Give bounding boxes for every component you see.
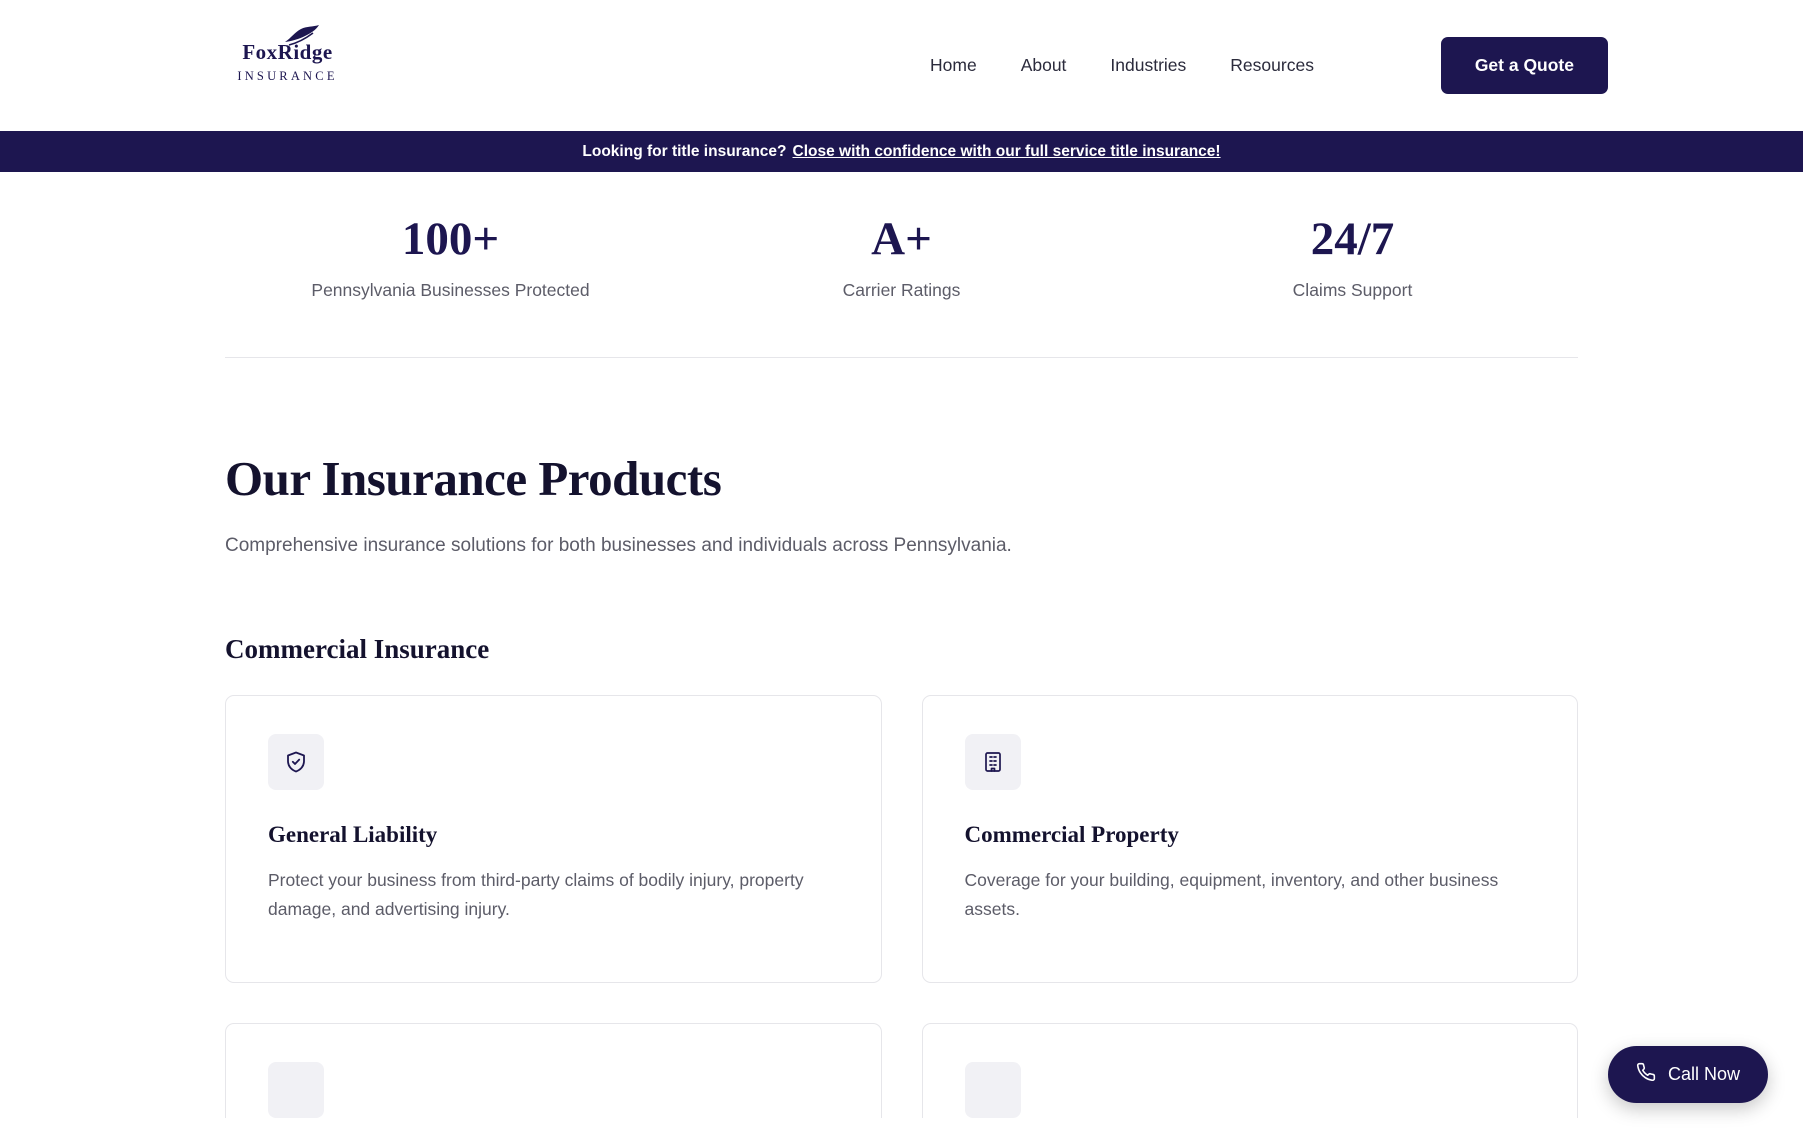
site-logo[interactable] xyxy=(225,28,350,88)
page-title: Our Insurance Products xyxy=(225,450,722,506)
stat-label: Carrier Ratings xyxy=(842,279,961,300)
page-subtitle: Comprehensive insurance solutions for both businesses and individuals across Pennsylvania. xyxy=(225,534,1012,556)
logo-wordmark: FoxRidge xyxy=(242,40,333,64)
product-card-title: General Liability xyxy=(268,821,438,847)
nav-item-industries[interactable]: Industries xyxy=(1110,55,1187,75)
announcement-bar xyxy=(0,131,1803,172)
logo-subtext: INSURANCE xyxy=(237,69,338,83)
stat-item xyxy=(225,214,676,301)
stat-value: 24/7 xyxy=(1310,213,1395,265)
product-card-partial[interactable] xyxy=(225,1023,882,1118)
get-a-quote-button[interactable]: Get a Quote xyxy=(1441,37,1608,94)
product-card-text: Coverage for your building, equipment, inventory, and other business assets. xyxy=(964,869,1499,919)
phone-icon xyxy=(1636,1062,1656,1087)
stat-item xyxy=(1127,214,1578,301)
product-card-partial[interactable] xyxy=(922,1023,1579,1118)
building-icon xyxy=(965,734,1021,790)
shield-check-icon xyxy=(268,734,324,790)
stat-item xyxy=(676,214,1127,301)
nav-item-resources[interactable]: Resources xyxy=(1230,55,1314,75)
commercial-insurance-heading: Commercial Insurance xyxy=(225,633,490,664)
main-navigation xyxy=(930,0,1314,131)
stat-label: Claims Support xyxy=(1292,279,1413,300)
placeholder-icon xyxy=(268,1062,324,1118)
call-now-button[interactable] xyxy=(1608,1046,1768,1103)
placeholder-icon xyxy=(965,1062,1021,1118)
announcement-text: Looking for title insurance? xyxy=(582,142,787,160)
stat-label: Pennsylvania Businesses Protected xyxy=(311,279,590,300)
product-card-title: Commercial Property xyxy=(964,821,1179,847)
product-card-general-liability[interactable] xyxy=(225,695,882,983)
products-section xyxy=(0,358,1803,1118)
site-header xyxy=(0,0,1803,131)
announcement-link[interactable]: Close with confidence with our full service title insurance! xyxy=(792,142,1221,160)
nav-item-about[interactable]: About xyxy=(1020,55,1067,75)
call-now-label: Call Now xyxy=(1667,1064,1740,1084)
fox-logo-mark-icon xyxy=(283,24,321,48)
nav-item-home[interactable]: Home xyxy=(930,55,977,75)
stats-row xyxy=(0,172,1803,301)
product-card-text: Protect your business from third-party claims of bodily injury, property damage, and advertising injury. xyxy=(268,869,804,919)
stat-value: 100+ xyxy=(401,213,500,265)
product-card-grid xyxy=(225,695,1578,1118)
stat-value: A+ xyxy=(871,213,932,265)
product-card-commercial-property[interactable] xyxy=(922,695,1579,983)
